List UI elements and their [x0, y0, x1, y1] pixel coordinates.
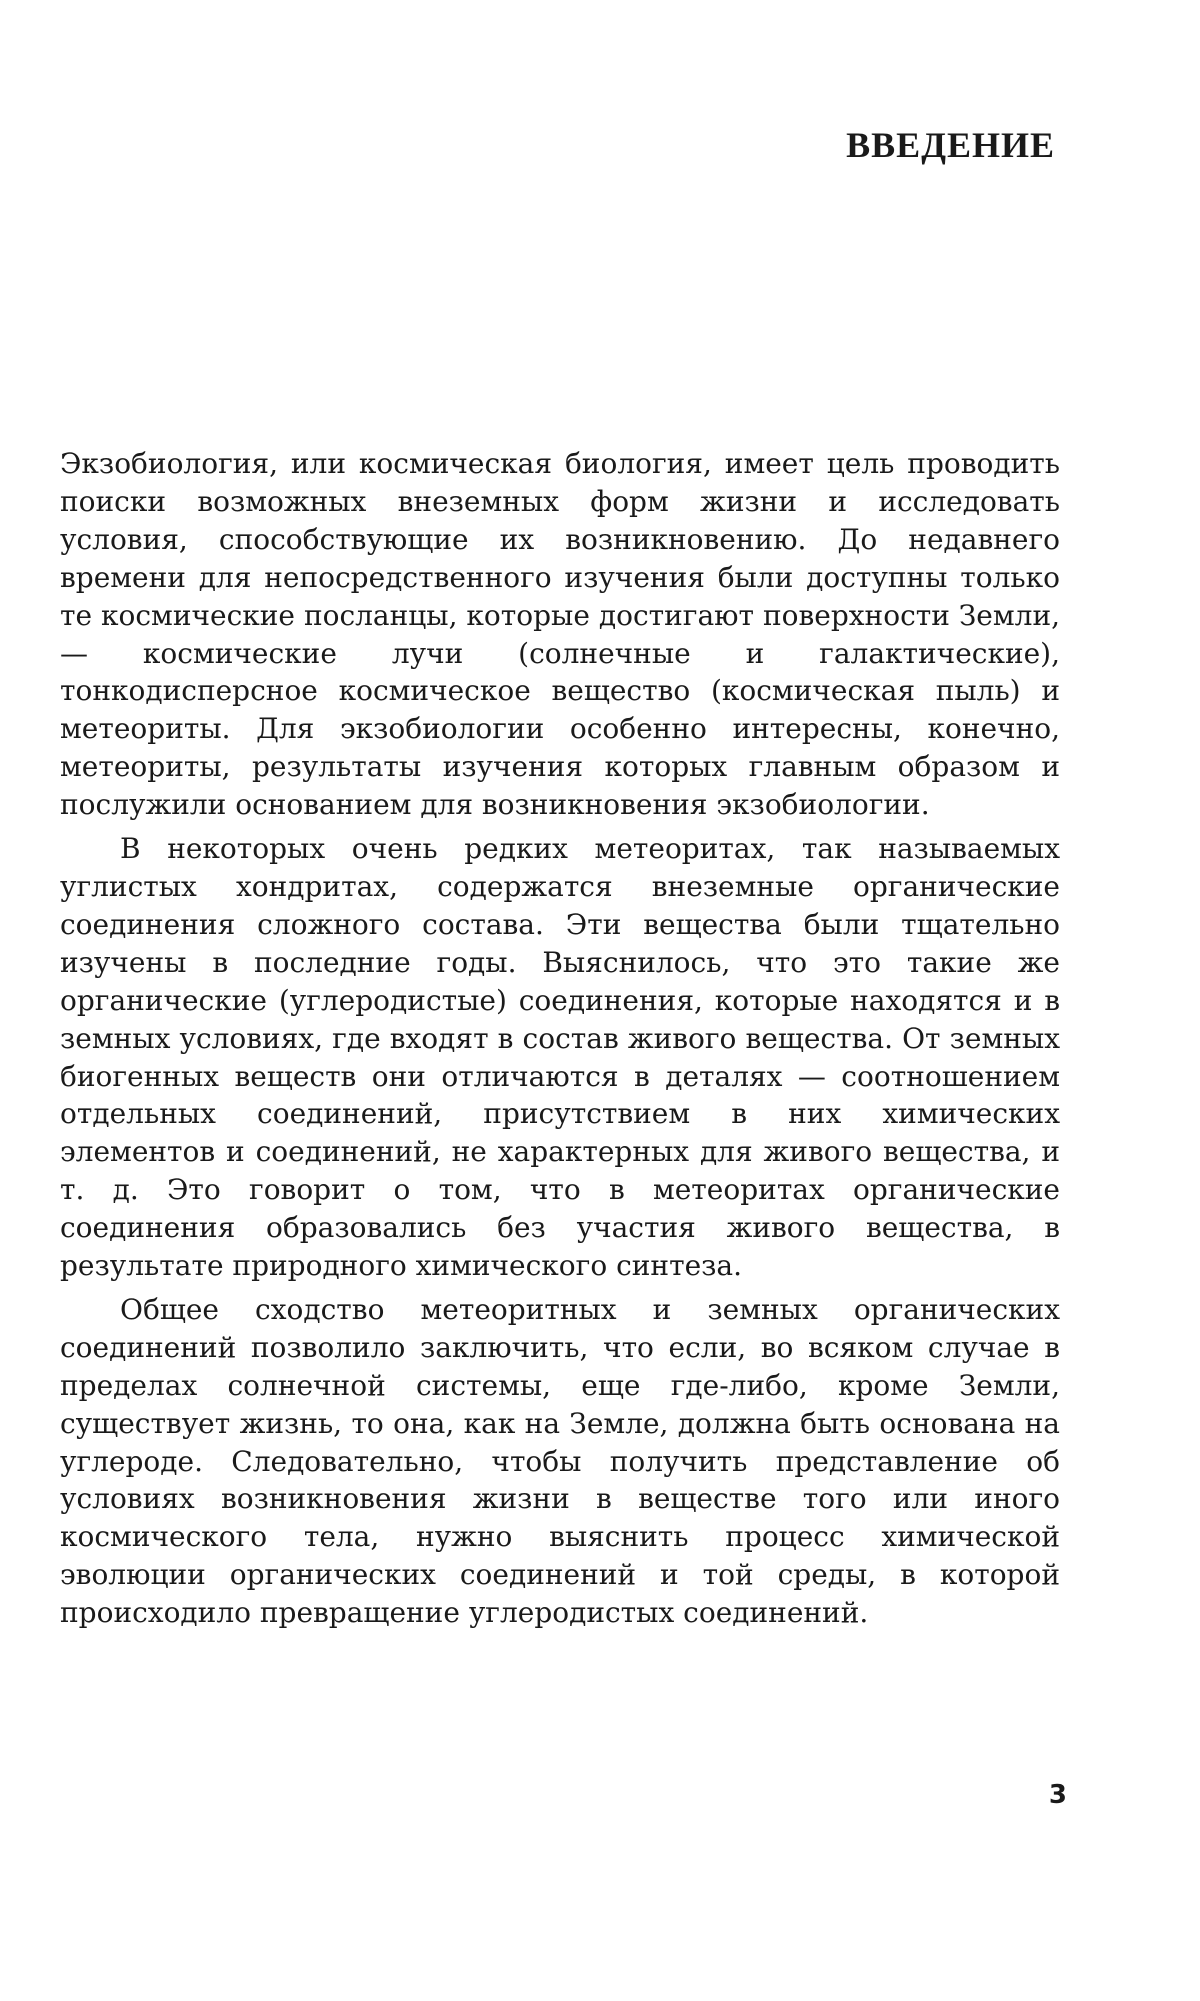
page-number: 3 — [1048, 1780, 1067, 1810]
paragraph-1: Экзобиология, или космическая биология, имеет цель проводить поиски возможных внеземных форм жизни и исследовать условия, способствующие их возникновению. До недавнего времени для непосредственного изучения были доступны только те космические посланцы, которые достигают поверхности Земли,— космические лучи (солнечные и галактические), тонкодисперсное космическое вещество (космическая пыль) и метеориты. Для экзобиологии особенно интересны, конечно, метеориты, результаты изучения которых главным образом и послужили основанием для возникновения экзобиологии. — [60, 447, 1060, 822]
body-text — [60, 445, 1060, 1638]
page-title: ВВЕДЕНИЕ — [846, 125, 1055, 165]
paragraph-3: Общее сходство метеоритных и земных органических соединений позволило заключить, что если, во всяком случае в пределах солнечной системы, еще где-либо, кроме Земли, существует жизнь, то она, как на Земле, должна быть основана на углероде. Следовательно, чтобы получить представление об условиях возникновения жизни в веществе того или иного космического тела, нужно выяснить процесс химической эволюции органических соединений и той среды, в которой происходило превращение углеродистых соединений. — [60, 1292, 1060, 1630]
paragraph-2: В некоторых очень редких метеоритах, так называемых углистых хондритах, содержатся внеземные органические соединения сложного состава. Эти вещества были тщательно изучены в последние годы. Выяснилось, что это такие же органические (углеродистые) соединения, которые находятся и в земных условиях, где входят в состав живого вещества. От земных биогенных веществ они отличаются в деталях — соотношением отдельных соединений, присутствием в них химических элементов и соединений, не характерных для живого вещества, и т. д. Это говорит о том, что в метеоритах органические соединения образовались без участия живого вещества, в результате природного химического синтеза. — [60, 832, 1060, 1283]
